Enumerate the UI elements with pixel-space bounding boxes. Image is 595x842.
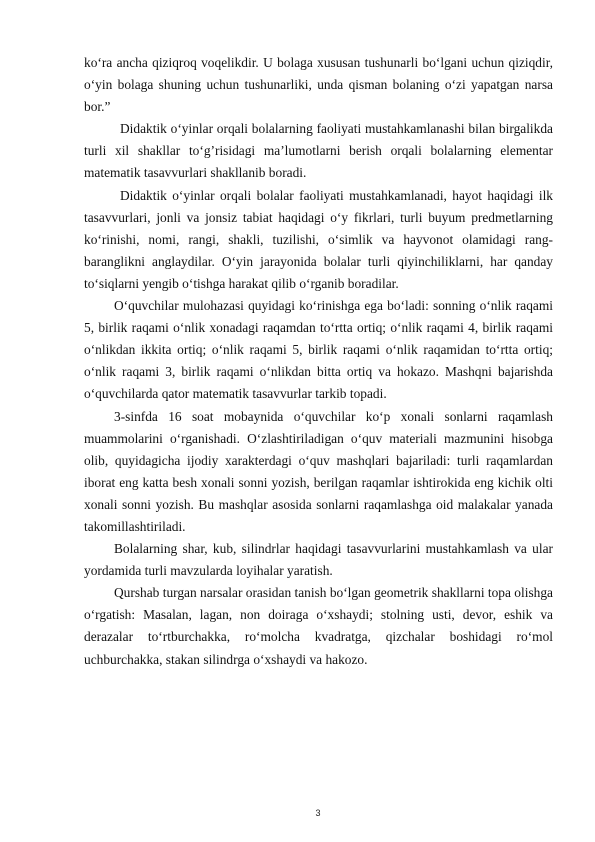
paragraph-didactic-games-forms: Didaktik o‘yinlar orqali bolalarning faoliyati mustahkamlanashi bilan birgalikda turli xil shakllar to‘g’risidagi ma’lumotlarni berish orqali bolalarning elementar matematik tasavvurlari shakllanib boradi. xyxy=(84,121,553,181)
paragraph-solid-shapes: Bolalarning shar, kub, silindrlar haqidagi tasavvurlarini mustahkamlash va ular yordamida turli mavzularda loyihalar yaratish. xyxy=(84,541,553,579)
paragraph-students-reasoning: O‘quvchilar mulohazasi quyidagi ko‘rinishga ega bo‘ladi: sonning o‘nlik raqami 5, birlik raqami o‘nlik xonadagi raqamdan to‘rtta ortiq; o‘nlik raqami 4, birlik raqami o‘nlikdan ikkita ortiq; o‘nlik raqami 5, birlik raqami o‘nlik raqamidan to‘rtta ortiq; o‘nlik raqami 3, birlik raqami o‘nlikdan bitta ortiq va hokazo. Mashqni bajarishda o‘quvchilarda qator matematik tasavvurlar tarkib topadi. xyxy=(84,298,553,402)
paragraph-didactic-games-activity: Didaktik o‘yinlar orqali bolalar faoliyati mustahkamlanadi, hayot haqidagi ilk tasavvurlari, jonli va jonsiz tabiat haqidagi o‘y fikrlari, turli buyum predmetlarning ko‘rinishi, nomi, rangi, shakli, tuzilishi, o‘simlik va hayvonot olamidagi rang-baranglikni anglaydilar. O‘yin jarayonida bolalar turli qiyinchiliklarni, har qanday to‘siqlarni yengib o‘tishga harakat qilib o‘rganib boradilar. xyxy=(84,187,553,291)
paragraph-grade-3-numbering: 3-sinfda 16 soat mobaynida o‘quvchilar ko‘p xonali sonlarni raqamlash muammolarini o‘rganishadi. O‘zlashtiriladigan o‘quv materiali mazmunini hisobga olib, quyidagicha ijodiy xarakterdagi o‘quv mashqlari bajariladi: turli raqamlardan iborat eng katta besh xonali sonni yozish, berilgan raqamlar ishtirokida eng kichik olti xonali sonni yozish. Bu mashqlar asosida sonlarni raqamlashga oid malakalar yanada takomillashtiriladi. xyxy=(84,408,553,534)
page-number: 3 xyxy=(315,808,321,818)
document-body xyxy=(84,52,553,671)
paragraph-geometric-shapes: Qurshab turgan narsalar orasidan tanish bo‘lgan geometrik shakllarni topa olishga o‘rgatish: Masalan, lagan, non doiraga o‘xshaydi; stolning usti, devor, eshik va derazalar to‘rtburchakka, ro‘molcha kvadratga, qizchalar boshidagi ro‘mol uchburchakka, stakan silindrga o‘xshaydi va hakozo. xyxy=(84,585,553,667)
paragraph-continuation: ko‘ra ancha qiziqroq voqelikdir. U bolaga xususan tushunarli bo‘lgani uchun qiziqdir, o‘yin bolaga shuning uchun tushunarliki, unda qisman bolaning o‘zi yapatgan narsa bor.” xyxy=(84,55,553,115)
